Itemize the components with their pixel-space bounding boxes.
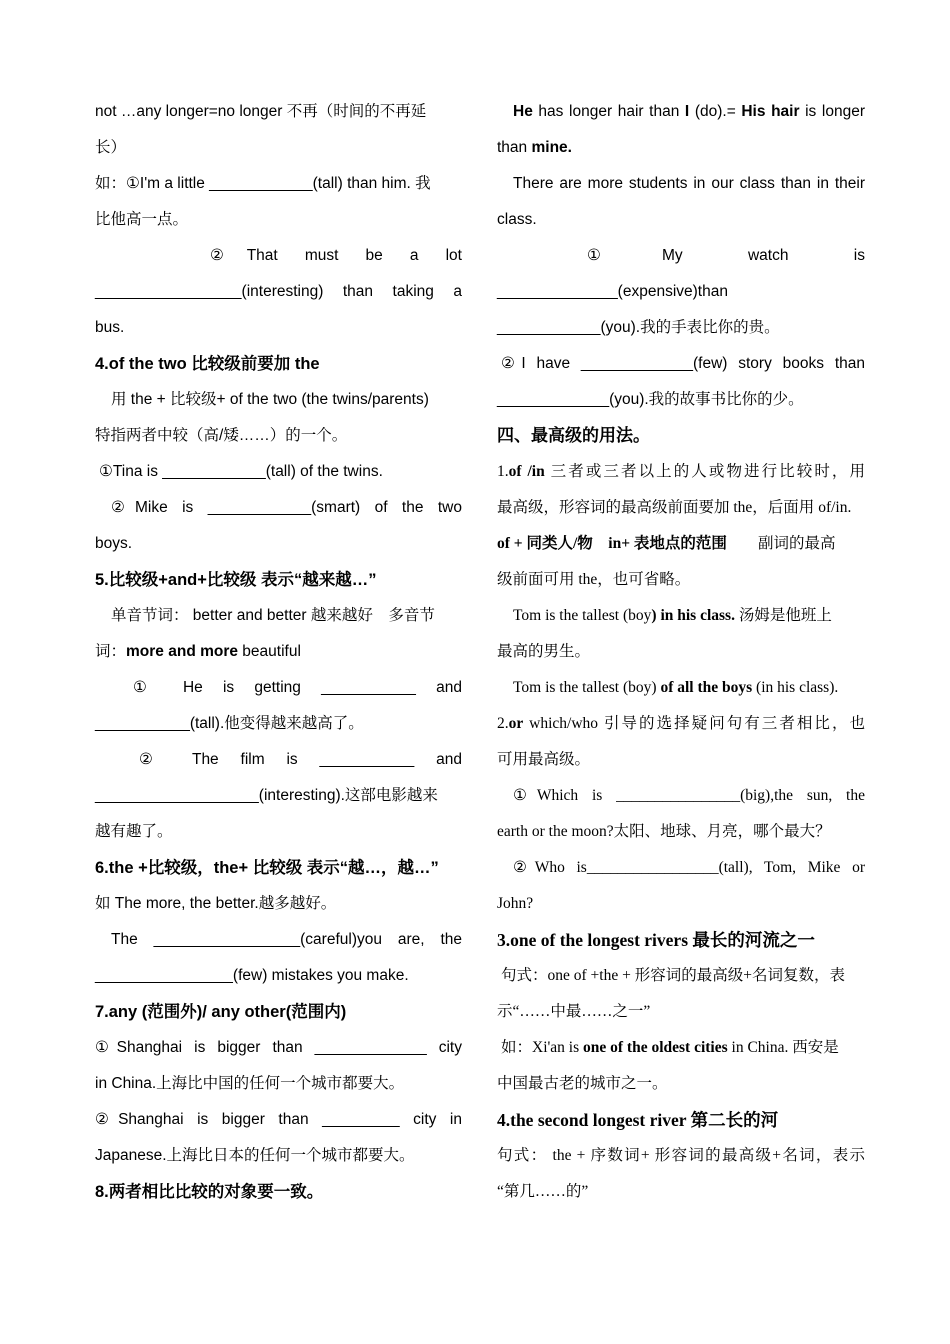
- text-line: bus.: [95, 319, 125, 336]
- exercise-line: ②That must be a lot: [210, 247, 462, 264]
- text-line: 越有趣了。: [95, 823, 173, 840]
- section-heading-superlative: 四、最高级的用法。: [497, 426, 650, 445]
- exercise-line: ②I have _____________(few) story books than: [501, 355, 865, 372]
- text-span: Tom is the tallest (boy: [513, 607, 652, 624]
- text-span: which/who 引导的选择疑问句有三者相比，也: [523, 715, 865, 732]
- exercise-line: ______________(expensive)than: [497, 283, 728, 300]
- text-line: 长）: [95, 139, 127, 156]
- right-column: [497, 94, 865, 1210]
- text-span: 副词的最高: [726, 535, 836, 552]
- exercise-line: ①Shanghai is bigger than _____________ city: [95, 1039, 462, 1056]
- text-line: not …any longer=no longer 不再（时间的不再延: [95, 103, 427, 120]
- exercise-line: ① He is getting ___________ and: [133, 679, 462, 696]
- section-heading-3: 3.one of the longest rivers 最长的河流之一: [497, 930, 815, 950]
- exercise-line: _____________(you).我的故事书比你的少。: [497, 391, 804, 408]
- exercise-line: ①Tina is ____________(tall) of the twins.: [99, 463, 383, 480]
- exercise-line: ② The film is ___________ and: [139, 751, 462, 768]
- text-line: [497, 94, 865, 130]
- text-span: (do).=: [689, 103, 742, 120]
- section-heading-4: 4.of the two 比较级前要加 the: [95, 355, 320, 373]
- example-line: [497, 670, 865, 706]
- exercise-line: ________________(few) mistakes you make.: [95, 967, 409, 984]
- exercise-line: ___________________(interesting).这部电影越来: [95, 787, 438, 804]
- example-line: [497, 1030, 865, 1066]
- text-line: [497, 706, 865, 742]
- text-line: 示“……中最……之一”: [497, 1003, 651, 1020]
- text-line: in China.上海比中国的任何一个城市都要大。: [95, 1075, 405, 1092]
- text-span: is longer: [799, 103, 865, 120]
- text-span: has longer hair than: [532, 103, 685, 120]
- exercise-line: _________________(interesting) than taking a: [95, 283, 462, 300]
- bold-span: one of the oldest cities: [583, 1039, 728, 1056]
- text-line: [497, 526, 865, 562]
- exercise-line: ②Mike is ____________(smart) of the two: [111, 499, 462, 516]
- text-line: John?: [497, 895, 534, 912]
- text-line: Japanese.上海比日本的任何一个城市都要大。: [95, 1147, 415, 1164]
- text-line: 单音节词： better and better 越来越好 多音节: [111, 607, 435, 624]
- exercise-line: ___________(tall).他变得越来越高了。: [95, 715, 364, 732]
- bold-span: of /in: [508, 463, 545, 480]
- text-span: 三者或三者以上的人或物进行比较时，用: [544, 463, 865, 480]
- text-span: than: [497, 139, 532, 156]
- text-span: Tom is the tallest (boy): [513, 679, 661, 696]
- bold-span: He: [513, 103, 533, 120]
- text-span: beautiful: [238, 643, 301, 660]
- bold-span: I: [684, 103, 690, 120]
- section-heading-4-superlative: 4.the second longest river 第二长的河: [497, 1110, 779, 1130]
- exercise-line: ____________(you).我的手表比你的贵。: [497, 319, 780, 336]
- text-line: [497, 130, 865, 166]
- exercise-line: ①My watch is: [587, 247, 865, 264]
- text-span: (in his class).: [752, 679, 839, 696]
- exercise-line: ②Who is_________________(tall), Tom, Mike or: [513, 859, 865, 876]
- text-line: earth or the moon?太阳、地球、月亮，哪个最大？: [497, 823, 831, 840]
- text-span: 2.: [497, 715, 509, 732]
- text-span: 汤姆是他班上: [734, 607, 832, 624]
- section-heading-5: 5.比较级+and+比较级 表示“越来越…”: [95, 571, 377, 589]
- text-line: 用 the + 比较级+ of the two (the twins/parents): [111, 391, 429, 408]
- exercise-line: ①Which is ________________(big),the sun, the: [513, 787, 865, 804]
- text-line: boys.: [95, 535, 133, 552]
- text-line: 比他高一点。: [95, 211, 189, 228]
- bold-span: or: [508, 715, 524, 732]
- exercise-line: The _________________(careful)you are, the: [111, 931, 462, 948]
- exercise-line: ②Shanghai is bigger than _________ city in: [95, 1111, 462, 1128]
- bold-span: His hair: [741, 103, 800, 120]
- left-column: [95, 94, 462, 1210]
- text-line: 句式： the + 序数词+ 形容词的最高级+名词，表示: [497, 1147, 865, 1164]
- text-line: [95, 634, 462, 670]
- text-line: 级前面可用 the，也可省略。: [497, 571, 691, 588]
- text-span: 如：Xi'an is: [501, 1039, 584, 1056]
- example-line: [497, 598, 865, 634]
- bold-span: mine.: [531, 139, 572, 156]
- section-heading-7: 7.any (范围外)/ any other(范围内): [95, 1003, 347, 1021]
- section-heading-8: 8.两者相比比较的对象要一致。: [95, 1183, 324, 1201]
- text-line: [497, 454, 865, 490]
- text-span: 词：: [95, 643, 127, 660]
- text-line: 最高的男生。: [497, 643, 591, 660]
- text-line: 特指两者中较（高/矮……）的一个。: [95, 427, 348, 444]
- text-span: in China. 西安是: [727, 1039, 839, 1056]
- section-heading-6: 6.the +比较级，the+ 比较级 表示“越…，越…”: [95, 859, 439, 877]
- bold-span: of all the boys: [660, 679, 753, 696]
- text-line: 句式：one of +the + 形容词的最高级+名词复数，表: [501, 967, 845, 984]
- text-span: 1.: [497, 463, 509, 480]
- text-line: 如 The more, the better.越多越好。: [95, 895, 337, 912]
- text-line: “第几……的”: [497, 1183, 589, 1200]
- bold-span: of + 同类人/物 in+ 表地点的范围: [497, 535, 727, 552]
- bold-span: more and more: [126, 643, 238, 660]
- text-line: 可用最高级。: [497, 751, 591, 768]
- text-line: There are more students in our class than in their: [513, 175, 865, 192]
- text-line: class.: [497, 211, 537, 228]
- bold-span: ) in his class.: [651, 607, 735, 624]
- text-line: 最高级，形容词的最高级前面要加 the，后面用 of/in.: [497, 499, 852, 516]
- text-line: 中国最古老的城市之一。: [497, 1075, 668, 1092]
- exercise-line: 如：①I'm a little ____________(tall) than him. 我: [95, 175, 431, 192]
